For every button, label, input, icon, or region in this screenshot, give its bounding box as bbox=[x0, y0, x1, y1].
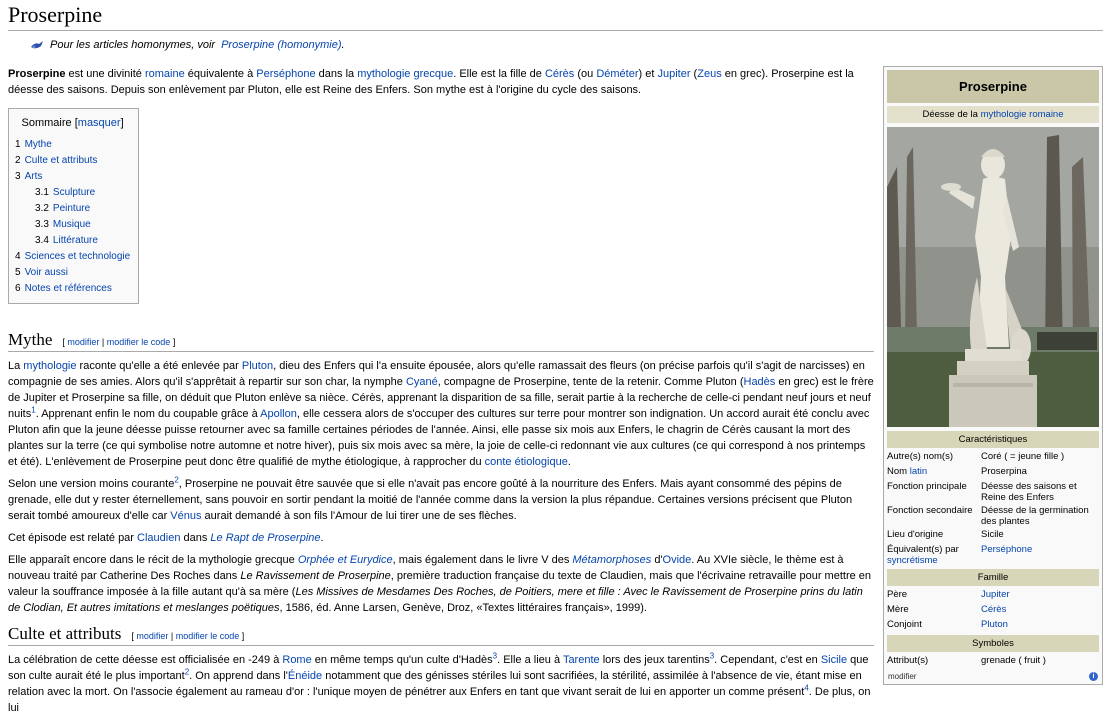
text-run: . Elle a lieu à bbox=[497, 654, 563, 666]
infobox-subtitle-prefix: Déesse de la bbox=[922, 109, 981, 120]
text-run: notamment que des génisses stériles lui sont sacrifiées, la stérilité, assimilée à l'absence de vie, étant mise en relation avec la mort. On l'associe également au rameau d'or : l'unique moyen de pénétrer aux Enfers en tant que vivant serait de lui en apporter un comme présent bbox=[8, 670, 862, 698]
infobox-value: Déesse de la germination des plantes bbox=[981, 505, 1089, 527]
toc-item[interactable] bbox=[15, 265, 130, 281]
inline-link[interactable]: romaine bbox=[144, 68, 185, 80]
inline-link[interactable]: mythologie grecque bbox=[357, 68, 454, 80]
infobox-key bbox=[887, 544, 981, 566]
infobox-key-text: Fonction principale bbox=[887, 481, 967, 492]
text-run: ) et bbox=[638, 68, 658, 80]
section-heading bbox=[8, 332, 874, 352]
text-run: est une divinité bbox=[65, 68, 145, 80]
toc-item-number: 3.2 bbox=[35, 203, 49, 214]
text-run: Les Missives de Mesdames Des Roches, de Poitiers, mere et fille : Avec le Ravissement de Proserpine prins du latin de Clodian, Et autres imitations et meslanges poëtiques bbox=[8, 586, 863, 614]
infobox-groups bbox=[884, 431, 1102, 669]
toc-toggle-link[interactable] bbox=[78, 117, 121, 129]
section-edit-links: [ modifier | modifier le code ] bbox=[62, 337, 176, 347]
table-of-contents bbox=[8, 108, 139, 304]
infobox-value: Déesse des saisons et Reine des Enfers bbox=[981, 481, 1077, 503]
infobox-key bbox=[887, 655, 981, 668]
toc-item[interactable] bbox=[15, 217, 130, 233]
toc-item-number: 3.1 bbox=[35, 187, 49, 198]
toc-item-link[interactable]: Peinture bbox=[52, 203, 91, 214]
section-title: Mythe bbox=[8, 330, 53, 349]
toc-item[interactable] bbox=[15, 281, 130, 297]
text-run: , elle cessera alors de s'occuper des cultures sur terre pour montrer son indignation. Un accord aurait été conclu avec Pluton afin que la jeune déesse puisse retourner avec sa famille certaines périodes de l'année. Ainsi, elle passe six mois aux Enfers, le chagrin de Cérès causant la mort des plantes sur la terre (ce qui symbolise notre automne et notre hiver), puis six mois avec sa mère, la joie de celle-ci redonnant vie aux cultures (ce qui correspond à nos printemps et été). L'enlèvement de Proserpine peut donc être qualifié de mythe étiologique, à rapprocher du bbox=[8, 408, 870, 468]
infobox-key-text: Lieu d'origine bbox=[887, 529, 944, 540]
toc-header: Sommaire [masquer] bbox=[21, 117, 124, 129]
text-run: . On apprend dans l' bbox=[189, 670, 288, 682]
edit-section-link[interactable]: modifier bbox=[136, 631, 169, 641]
inline-link[interactable]: Tarente bbox=[562, 654, 600, 666]
text-run: , dieu des Enfers qui l'a ensuite épousée, alors qu'elle ramassait des fleurs (on précise parfois qu'il s'agit de narcisses) en compagnie de ses amies. Alors qu'il s'apprêtait à repartir sur son char, la nymphe bbox=[8, 360, 865, 388]
infobox-key bbox=[887, 604, 981, 617]
toc-item[interactable] bbox=[15, 185, 130, 201]
infobox-row bbox=[884, 543, 1102, 567]
text-run: Selon une version moins courante bbox=[8, 478, 175, 490]
infobox-row bbox=[884, 528, 1102, 543]
section-paragraph bbox=[8, 358, 874, 470]
inline-link[interactable]: Pluton bbox=[241, 360, 274, 372]
infobox-value: Sicile bbox=[981, 529, 1004, 540]
statue-image[interactable] bbox=[887, 127, 1099, 427]
section-paragraph bbox=[8, 652, 874, 716]
text-run: , compagne de Proserpine, tente de la retenir. Comme Pluton ( bbox=[437, 376, 744, 388]
infobox-key bbox=[887, 529, 981, 542]
inline-link[interactable]: Perséphone bbox=[256, 68, 316, 80]
footnote-ref[interactable]: 1 bbox=[31, 405, 36, 415]
infobox-value-link[interactable]: Jupiter bbox=[981, 589, 1010, 600]
text-run: en même temps qu'un culte d'Hadès bbox=[311, 654, 493, 666]
toc-item[interactable] bbox=[15, 233, 130, 249]
text-run: . bbox=[320, 532, 324, 544]
text-run: Cet épisode est relaté par bbox=[8, 532, 138, 544]
text-run: . De plus, on lui bbox=[8, 686, 871, 714]
toc-item[interactable] bbox=[15, 169, 130, 185]
infobox-key-text: Père bbox=[887, 589, 908, 600]
infobox-key-text: Mère bbox=[887, 604, 909, 615]
text-run: . Cependant, c'est en bbox=[714, 654, 821, 666]
text-run: d' bbox=[651, 554, 663, 566]
dablink-link[interactable]: Proserpine (homonymie) bbox=[221, 39, 342, 51]
infobox-key bbox=[887, 466, 981, 479]
inline-link[interactable]: Déméter bbox=[596, 68, 639, 80]
inline-link[interactable]: mythologie bbox=[23, 360, 77, 372]
footnote-ref[interactable]: 2 bbox=[174, 475, 179, 485]
infobox-subtitle bbox=[887, 106, 1099, 123]
section-paragraph bbox=[8, 552, 874, 616]
infobox-row bbox=[884, 504, 1102, 528]
toc-item-link[interactable]: Musique bbox=[52, 219, 91, 230]
disambiguation-note bbox=[30, 39, 345, 51]
text-run: Le Ravissement de Proserpine bbox=[240, 570, 391, 582]
toc-item-link[interactable]: Notes et références bbox=[24, 283, 112, 294]
toc-item-number: 3.4 bbox=[35, 235, 49, 246]
text-run: La célébration de cette déesse est officialisée en -249 à bbox=[8, 654, 283, 666]
toc-item-number: 3.3 bbox=[35, 219, 49, 230]
infobox-title: Proserpine bbox=[887, 70, 1099, 103]
text-run: raconte qu'elle a été enlevée par bbox=[76, 360, 242, 372]
infobox-key-text: Équivalent(s) par bbox=[887, 544, 959, 555]
inline-link[interactable]: Ovide bbox=[662, 554, 692, 566]
infobox-group-header: Famille bbox=[887, 569, 1099, 586]
toc-item[interactable] bbox=[15, 201, 130, 217]
text-run: que son culte aurait été le plus important bbox=[8, 654, 869, 682]
inline-link[interactable]: Le Rapt de Proserpine bbox=[210, 532, 321, 544]
toc-item-number: 2 bbox=[15, 155, 21, 166]
section-heading bbox=[8, 626, 874, 646]
text-run: . Au XVIe siècle, le thème est à nouveau traité par Catherine Des Roches dans bbox=[8, 554, 844, 582]
footnote-ref[interactable]: 3 bbox=[709, 651, 715, 661]
infobox-row bbox=[884, 603, 1102, 618]
text-run: dans la bbox=[315, 68, 358, 80]
title-divider bbox=[8, 30, 1103, 31]
section-paragraph bbox=[8, 476, 874, 524]
footnote-ref[interactable]: 4 bbox=[804, 683, 809, 693]
inline-link[interactable]: conte étiologique bbox=[484, 456, 568, 468]
infobox-row bbox=[884, 588, 1102, 603]
text-run: . Apprenant enfin le nom du coupable grâce à bbox=[35, 408, 261, 420]
inline-link[interactable]: Énéide bbox=[287, 670, 323, 682]
infobox-key-text: Conjoint bbox=[887, 619, 922, 630]
text-run: , mais également dans le livre V des bbox=[392, 554, 573, 566]
section-paragraph bbox=[8, 530, 874, 546]
intro-paragraph bbox=[8, 66, 874, 98]
edit-code-link[interactable]: modifier le code bbox=[175, 631, 240, 641]
toc-item-link[interactable]: Littérature bbox=[52, 235, 98, 246]
infobox bbox=[883, 66, 1103, 685]
infobox-row bbox=[884, 618, 1102, 633]
text-run: La bbox=[8, 360, 24, 372]
inline-link[interactable]: Métamorphoses bbox=[572, 554, 652, 566]
inline-link[interactable]: Apollon bbox=[260, 408, 297, 420]
text-run: dans bbox=[180, 532, 211, 544]
text-run: lors des jeux tarentins bbox=[599, 654, 710, 666]
infobox-value-link[interactable]: Cérès bbox=[981, 604, 1007, 615]
text-run: en grec). Proserpine est la déesse des saisons. Depuis son enlèvement par Pluton, elle est Reine des Enfers. Son mythe est à l'origine du cycle des saisons. bbox=[8, 68, 854, 96]
dablink-suffix: . bbox=[341, 39, 345, 51]
infobox-key bbox=[887, 619, 981, 632]
inline-link[interactable]: Sicile bbox=[820, 654, 848, 666]
infobox-row bbox=[884, 480, 1102, 504]
infobox-key bbox=[887, 451, 981, 464]
section-edit-links: [ modifier | modifier le code ] bbox=[131, 631, 245, 641]
toc-item-link[interactable]: Sculpture bbox=[52, 187, 96, 198]
toc-item[interactable] bbox=[15, 249, 130, 265]
text-run: , 1586, éd. Anne Larsen, Genève, Droz, «Textes littéraires français», 1999). bbox=[279, 602, 647, 614]
infobox-value: Coré ( = jeune fille ) bbox=[981, 451, 1065, 462]
infobox-key-text: Nom bbox=[887, 466, 910, 477]
toc-item-number: 1 bbox=[15, 139, 21, 150]
article-content bbox=[8, 66, 874, 722]
infobox-value: grenade ( fruit ) bbox=[981, 655, 1046, 666]
text-run: , première traduction française du texte de Claudien, mais que l'écrivaine retravaille pour mettre en valeur la souffrance imposée à la fille autant qu'à sa mère ( bbox=[8, 570, 872, 598]
inline-link[interactable]: Jupiter bbox=[657, 68, 691, 80]
footnote-ref[interactable]: 2 bbox=[184, 667, 190, 677]
text-run: Elle apparaît encore dans le récit de la mythologie grecque bbox=[8, 554, 298, 566]
inline-link[interactable]: Cérès bbox=[544, 68, 575, 80]
toc-title: Sommaire bbox=[21, 117, 72, 129]
footnote-ref[interactable]: 3 bbox=[492, 651, 498, 661]
page-title: Proserpine bbox=[8, 2, 103, 27]
infobox-key-text: Autre(s) nom(s) bbox=[887, 451, 953, 462]
text-run: . Elle est la fille de bbox=[453, 68, 545, 80]
statue-photo bbox=[887, 127, 1099, 427]
infobox-key-link[interactable]: syncrétisme bbox=[887, 555, 938, 566]
infobox-key-text: Attribut(s) bbox=[887, 655, 929, 666]
inline-link[interactable]: Rome bbox=[282, 654, 312, 666]
infobox-row bbox=[884, 465, 1102, 480]
infobox-key bbox=[887, 589, 981, 602]
toc-item[interactable] bbox=[15, 153, 130, 169]
infobox-value-link[interactable]: Pluton bbox=[981, 619, 1008, 630]
info-icon[interactable]: i bbox=[1089, 672, 1098, 681]
infobox-value-link[interactable]: Perséphone bbox=[981, 544, 1033, 555]
toc-list bbox=[15, 137, 130, 297]
toc-item-link[interactable]: Mythe bbox=[24, 139, 52, 150]
infobox-value: Proserpina bbox=[981, 466, 1027, 477]
toc-item-number: 5 bbox=[15, 267, 21, 278]
infobox-subtitle-link[interactable]: mythologie romaine bbox=[980, 109, 1064, 120]
text-run: . bbox=[567, 456, 571, 468]
toc-item-number: 4 bbox=[15, 251, 21, 262]
text-run: ( bbox=[690, 68, 698, 80]
text-run: aurait demandé à son fils l'Amour de lui tirer une de ses flèches. bbox=[201, 510, 517, 522]
toc-item-link[interactable]: Sciences et technologie bbox=[24, 251, 131, 262]
toc-item[interactable] bbox=[15, 137, 130, 153]
infobox-row bbox=[884, 450, 1102, 465]
infobox-key-link[interactable]: latin bbox=[909, 466, 928, 477]
toc-item-number: 6 bbox=[15, 283, 21, 294]
toc-item-link[interactable]: Culte et attributs bbox=[24, 155, 98, 166]
inline-link[interactable]: Hadès bbox=[743, 376, 776, 388]
infobox-key bbox=[887, 481, 981, 503]
infobox-key-text: Fonction secondaire bbox=[887, 505, 973, 516]
bold-text: Proserpine bbox=[8, 68, 66, 80]
infobox-group-header: Symboles bbox=[887, 635, 1099, 652]
text-run: en grec) est le frère de Jupiter et Proserpine sa fille, on déduit que Pluton enlève sa nièce. Cérès, apprenant la disparition de sa fille, serait partie à la recherche de celle-ci pendant neuf jours et neuf nuits bbox=[8, 376, 874, 420]
toc-item-number: 3 bbox=[15, 171, 21, 182]
dablink-prefix: Pour les articles homonymes, voir bbox=[50, 39, 216, 51]
toc-item-link[interactable]: Arts bbox=[24, 171, 43, 182]
inline-link[interactable]: Orphée et Eurydice bbox=[297, 554, 393, 566]
section-title: Culte et attributs bbox=[8, 624, 122, 643]
text-run: équivalente à bbox=[184, 68, 257, 80]
edit-section-link[interactable]: modifier bbox=[67, 337, 100, 347]
text-run: ( bbox=[574, 68, 582, 80]
text-run: , Proserpine ne pouvait être sauvée que si elle n'avait pas encore goûté à la nourriture des Enfers. Mais ayant consommé des pépins de grenade, elle dut y rester éternellement, sans pouvoir en sortir pendant la moitié de l'année comme dans la version la plus répandue. Certaines versions précisent que Pluton serait tombé amoureux d'elle car bbox=[8, 478, 853, 522]
edit-code-link[interactable]: modifier le code bbox=[106, 337, 171, 347]
infobox-row bbox=[884, 654, 1102, 669]
disambiguation-icon bbox=[30, 40, 44, 50]
inline-link[interactable]: Claudien bbox=[137, 532, 181, 544]
toc-toggle-label[interactable]: masquer bbox=[77, 117, 121, 129]
article-sections bbox=[8, 332, 874, 716]
toc-item-link[interactable]: Voir aussi bbox=[24, 267, 68, 278]
inline-link[interactable]: Vénus bbox=[170, 510, 202, 522]
inline-link[interactable]: Zeus bbox=[697, 68, 722, 80]
infobox-group-header: Caractéristiques bbox=[887, 431, 1099, 448]
text-run: ou bbox=[581, 68, 594, 80]
inline-link[interactable]: Cyané bbox=[405, 376, 438, 388]
infobox-footer bbox=[884, 669, 1102, 684]
infobox-edit-link[interactable]: modifier bbox=[888, 672, 917, 681]
infobox-key bbox=[887, 505, 981, 527]
